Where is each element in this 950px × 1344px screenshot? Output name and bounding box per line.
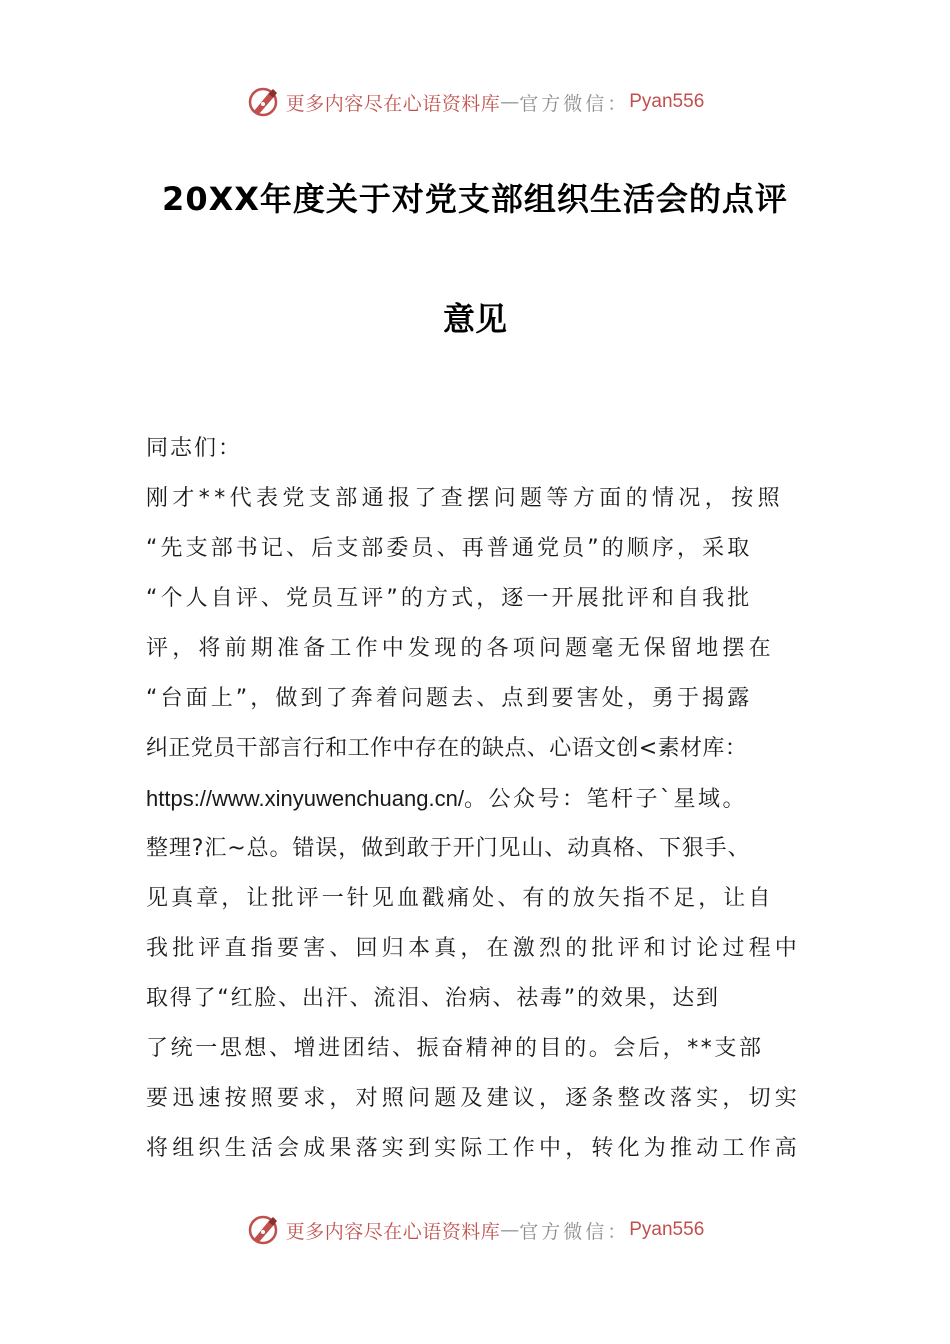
banner-text: 更多内容尽在心语资料库 (285, 92, 501, 115)
banner-wechat-id: Pyan556 (629, 91, 705, 112)
body-line: 将组织生活会成果落实到实际工作中，转化为推动工作高 (146, 1136, 802, 1161)
footer-watermark-banner (0, 1210, 950, 1250)
pen-nib-logo-icon (246, 1212, 282, 1248)
body-line: “个人自评、党员互评”的方式，逐一开展批评和自我批 (146, 586, 753, 611)
body-line: “台面上”，做到了奔着问题去、点到要害处，勇于揭露 (146, 686, 753, 711)
salutation: 同志们： (146, 436, 243, 461)
body-line: 整理?汇~总。错误，做到敢于开门见山、动真格、下狠手、 (146, 836, 751, 861)
body-line: “先支部书记、后支部委员、再普通党员”的顺序，采取 (146, 536, 753, 561)
banner-wechat-label: 官方微信： (519, 92, 630, 115)
pen-nib-logo-icon (246, 84, 282, 120)
document-title-line-1: 20XX年度关于对党支部组织生活会的点评 (162, 180, 788, 218)
body-line (146, 784, 826, 815)
body-line: 纠正党员干部言行和工作中存在的缺点、心语文创<素材库： (146, 736, 748, 761)
document-title-line-2: 意见 (442, 300, 507, 338)
body-line: 见真章，让批评一针见血戳痛处、有的放矢指不足，让自 (146, 886, 774, 911)
banner-text: 更多内容尽在心语资料库 (285, 1220, 501, 1243)
public-account-text: 。公众号：笔杆子`星域。 (463, 787, 747, 812)
source-url-text: https://www.xinyuwenchuang.cn/ (146, 786, 464, 811)
body-line: 评，将前期准备工作中发现的各项问题毫无保留地摆在 (146, 636, 775, 661)
body-line: 取得了“红脸、出汗、流泪、治病、祛毒”的效果，达到 (146, 986, 720, 1011)
banner-separator: — (500, 91, 520, 113)
banner-wechat-label: 官方微信： (519, 1220, 630, 1243)
header-watermark-banner (0, 82, 950, 122)
body-line: 我批评直指要害、回归本真，在激烈的批评和讨论过程中 (146, 936, 802, 961)
banner-wechat-id: Pyan556 (629, 1219, 705, 1240)
body-line: 要迅速按照要求，对照问题及建议，逐条整改落实，切实 (146, 1086, 802, 1111)
body-line: 刚才**代表党支部通报了查摆问题等方面的情况，按照 (146, 486, 785, 511)
body-line: 了统一思想、增进团结、振奋精神的目的。会后，**支部 (146, 1036, 764, 1061)
banner-separator: — (500, 1219, 520, 1241)
